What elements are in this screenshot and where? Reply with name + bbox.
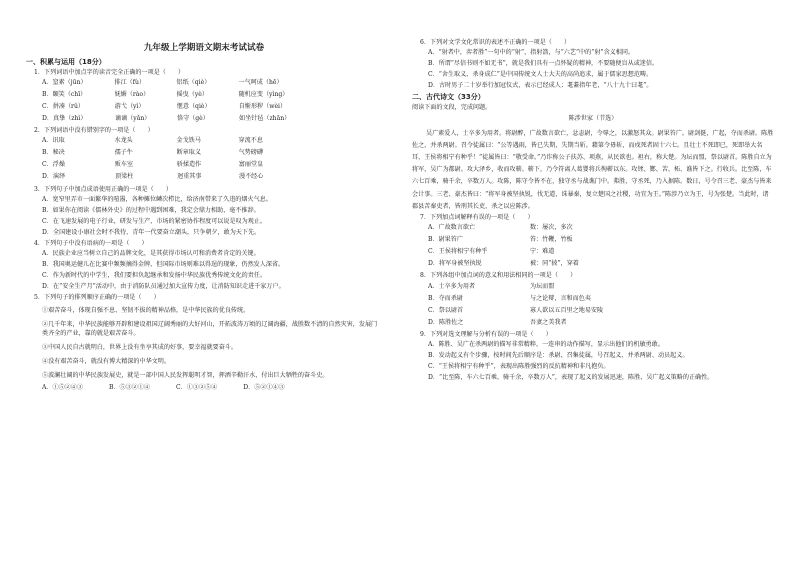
option-word: 顶梁柱 bbox=[114, 173, 134, 181]
option-word: 排江（fù） bbox=[114, 78, 146, 86]
option-letter: D． bbox=[42, 173, 53, 181]
choice-b: B．⑤③②①④ bbox=[108, 384, 151, 392]
option-word: 游弋（yì） bbox=[114, 102, 145, 110]
option-row bbox=[42, 104, 382, 110]
option-pair bbox=[412, 249, 774, 255]
option-left: B．尉果笞广 bbox=[428, 236, 463, 244]
question-stem: 4．下列句子中没有语病的一项是（ ） bbox=[34, 240, 148, 247]
option-word: 迥重其事 bbox=[176, 173, 202, 181]
question-stem: 5．下列句子的排列顺序正确的一项是（ ） bbox=[34, 294, 160, 302]
option-row bbox=[42, 92, 382, 98]
option-letter: B． bbox=[42, 149, 53, 157]
option-pair bbox=[412, 320, 774, 326]
option-row bbox=[42, 162, 382, 168]
option-left: A．士卒多为用者 bbox=[428, 282, 476, 290]
option-word: 水龙头 bbox=[114, 137, 133, 145]
option-pair bbox=[412, 308, 774, 314]
option-right: 为坛而盟 bbox=[530, 282, 555, 290]
option-c: C．“王侯将相宁有种乎”，表现出陈胜强烈的反抗精神和非凡抱负。 bbox=[428, 363, 610, 371]
sentence-line: ②几千年来，中华民族能够开辟和建设祖国辽阔秀丽的大好河山，开拓波涛万顷的辽阔海疆，战胜数不清的自然灾害，发展门类齐全的产业，靠的就是艰苦奋斗。 bbox=[42, 320, 378, 337]
question-stem: 9．下列对选文理解与分析有误的一项是（ ） bbox=[420, 330, 552, 338]
option-a: A．宽窄里弄市一面繁华的喧嚣，各种摊位鳞次栉比，给济南带来了久违的烟火气息。 bbox=[42, 195, 272, 203]
option-word: 摇曳（yè） bbox=[176, 90, 209, 98]
section-heading: 二、古代诗文（33分） bbox=[412, 93, 485, 102]
sentence-line: ③中国人民自古就明白，世界上没有坐享其成的好事，要幸福就要奋斗。 bbox=[42, 343, 237, 351]
right-column bbox=[412, 0, 774, 386]
option-left: D．将军身被坚执锐 bbox=[428, 260, 482, 268]
question-stem: 1．下列词语中加点字的读音完全正确的一项是（ ） bbox=[34, 68, 185, 76]
option-word: 一气呵成（hē） bbox=[238, 78, 283, 86]
sentence-line: ①艰苦奋斗，体现自强不息、坚韧不拔的精神品格，是中华民族的优良传统。 bbox=[42, 306, 250, 314]
option-right: 数：屡次，多次 bbox=[530, 224, 573, 232]
choice-c: C．①③②⑤④ bbox=[176, 384, 218, 392]
option-left: C．王侯将相宁有种乎 bbox=[428, 248, 488, 256]
option-c: C．作为新时代的中学生，我们要担负起继承和发扬中华民族优秀传统文化的责任。 bbox=[42, 272, 267, 280]
option-b: B．如果你在阅读《儒林外史》的过程中遇到困难，我定会鼎力相助，毫不推辞。 bbox=[42, 206, 260, 214]
exam-title: 九年级上学期语文期末考试试卷 bbox=[143, 43, 265, 53]
option-word: 漫不经心 bbox=[238, 173, 264, 181]
option-c: C．“舍生取义、杀身成仁”是中国传统文人士大夫的高尚追求，属于儒家思想范畴。 bbox=[428, 71, 653, 79]
option-d: D．全国建设小康社会时不我待，青年一代要奋立潮头，只争朝夕，敢为天下先。 bbox=[42, 228, 261, 236]
option-right: 笞：竹鞭，竹板 bbox=[530, 236, 573, 244]
option-letter: B． bbox=[42, 90, 53, 98]
option-word: 骄揉造作 bbox=[176, 161, 202, 169]
q1-options bbox=[26, 80, 382, 122]
option-left: D．陈胜佐之 bbox=[428, 318, 464, 326]
option-pair bbox=[412, 284, 774, 290]
q5-choices bbox=[26, 385, 382, 391]
option-word: 真挚（zhì） bbox=[52, 114, 87, 122]
option-d: D．在“安全生产月”活动中，由于消防队员通过加大宣传力度，让消防知识走进千家万户。 bbox=[42, 283, 285, 291]
option-word: 自惭形秽（wèi） bbox=[238, 102, 287, 110]
option-row bbox=[42, 174, 382, 180]
option-word: 谪谪（yǎn） bbox=[114, 114, 151, 122]
option-row bbox=[42, 150, 382, 156]
question-stem: 2．下列词语中没有错别字的一项是（ ） bbox=[34, 127, 154, 135]
option-pair bbox=[412, 225, 774, 231]
option-word: 孺子牛 bbox=[114, 149, 133, 157]
option-word: 拼凑（rǔ） bbox=[52, 102, 84, 110]
option-row bbox=[42, 138, 382, 144]
q7-options bbox=[412, 225, 774, 267]
option-d: D．“比至陈，车六七百乘，骑千余，卒数万人”，表现了起义的发展迅速，陈胜、吴广起义策略的正确性。 bbox=[428, 374, 714, 382]
option-word: 妩媚（rào） bbox=[114, 90, 150, 98]
option-word: 气势磅礴 bbox=[238, 149, 263, 157]
option-word: 演绎 bbox=[52, 173, 66, 181]
option-c: C．在飞速发展的电子行业，研发与生产、市场的紧密协作程度可以说是叹为观止。 bbox=[42, 217, 267, 225]
q2-options bbox=[26, 138, 382, 180]
option-row bbox=[42, 116, 382, 122]
passage-text: 吴广素爱人，士卒多为用者。将尉醉，广故数言欲亡，忿恚尉，令辱之，以激怒其众。尉果笞广。尉剑挺，广起，夺而杀尉。陈胜佐之，并杀两尉。召令徒属曰：“公等遇雨，皆已失期，失期当斩。藉第令毋斩，而戍死者固十六七。且壮士不死即已，死即举大名耳，王侯将相宁有种乎！”徒属皆曰：“敬受命。”乃诈称公子扶苏、项燕，从民欲也。袒右，称大楚。为坛而盟，祭以尉首。陈胜自立为将军，吴广为都尉。攻大泽乡，收而攻蕲。蕲下，乃令符离人葛婴将兵徇蕲以东。攻铚、酂、苦、柘、谯皆下之。行收兵。比至陈，车六七百乘，骑千余，卒数万人。攻陈，陈守令皆不在，独守丞与战谯门中。弗胜，守丞死，乃入据陈。数日，号令召三老、豪杰与皆来会计事。三老、豪杰皆曰：“将军身被坚执锐，伐无道，诛暴秦，复立楚国之社稷，功宜为王。”陈涉乃立为王，号为张楚。当此时，诸郡县苦秦吏者，皆刑其长吏，杀之以应陈涉。 bbox=[412, 129, 774, 210]
option-pair bbox=[412, 261, 774, 267]
option-right: 与之论辩，言和而色夷 bbox=[530, 294, 591, 302]
sentence-line: ⑤波澜壮阔的中华民族发展史，就是一部中国人民发挥聪明才智，挥洒辛勤汗水，付出巨大牺牲的奋斗史。 bbox=[42, 372, 329, 380]
option-letter: A． bbox=[42, 78, 53, 86]
option-b: B．我国奥运健儿在比赛中频频摘得金牌，但国际市场则难以得逞的现象，仍然发人深省。 bbox=[42, 261, 285, 269]
option-word: 贩车室 bbox=[114, 161, 134, 169]
option-word: 秘决 bbox=[52, 149, 65, 157]
option-pair bbox=[412, 237, 774, 243]
option-word: 铝纸（qiè） bbox=[176, 78, 211, 86]
option-letter: C． bbox=[42, 161, 53, 169]
left-column bbox=[26, 0, 382, 396]
option-right: 被：同“披”，穿着 bbox=[530, 260, 579, 268]
section-heading: 一、积累与运用（18分） bbox=[26, 57, 106, 66]
q8-options bbox=[412, 284, 774, 326]
option-word: 窒素（jūn） bbox=[52, 78, 87, 86]
option-pair bbox=[412, 296, 774, 302]
option-letter: D． bbox=[42, 114, 53, 122]
option-word: 富丽堂皇 bbox=[238, 161, 264, 169]
question-stem: 6．下列对文学文化常识的表述不正确的一项是（ ） bbox=[420, 39, 571, 46]
option-b: B．发动起义有个步骤，按时间先后顺序是：杀尉、召集徒属，号召起义、并杀两尉、动员起义。 bbox=[428, 352, 689, 360]
option-d: D．古时男子二十岁举行加冠仪式，表示已经成人；耄耋指年老，“八十九十曰耄”。 bbox=[428, 82, 653, 90]
passage-title: 陈涉世家（节选） bbox=[568, 114, 618, 122]
option-word: 恪守（gè） bbox=[176, 114, 209, 122]
option-b: B．所谓“尽信书则不如无书”，就是我们具有一点怀疑的精神，不要随便盲从或迷信。 bbox=[428, 60, 659, 68]
option-row bbox=[42, 80, 382, 86]
question-stem: 8．下列各组中加点词的意义和用法相同的一项是（ ） bbox=[420, 272, 577, 280]
choice-a: A．①⑤②④③ bbox=[42, 384, 83, 392]
option-word: 浮燥 bbox=[52, 161, 65, 169]
option-right: 寡人欲以五百里之地易安陵 bbox=[530, 306, 604, 314]
option-letter: A． bbox=[42, 137, 53, 145]
option-a: A．民族企业应当树立自己的品牌文化，是其获得市场认可和消费者肯定的关键。 bbox=[42, 250, 260, 258]
option-left: C．祭以尉首 bbox=[428, 306, 464, 314]
option-a: A．陈胜、吴广在杀两尉的描写非常精粹，一连串的动作描写，显示出他们的机敏勇敢。 bbox=[428, 341, 664, 348]
option-left: B．夺而杀尉 bbox=[428, 294, 463, 302]
option-word: 讯取 bbox=[52, 137, 65, 145]
option-right: 宁：难道 bbox=[530, 248, 555, 256]
sentence-line: ④没有艰苦奋斗，就没有博大精深的中华文明。 bbox=[42, 358, 170, 366]
option-word: 金戈铁马 bbox=[176, 137, 201, 145]
option-right: 吾妻之美我者 bbox=[530, 318, 567, 326]
option-word: 断章取义 bbox=[176, 149, 201, 157]
option-word: 颐笑（chī） bbox=[52, 90, 87, 98]
option-word: 惬意（qiè） bbox=[176, 102, 211, 110]
option-letter: C． bbox=[42, 102, 53, 110]
option-a: A．“射者中，弈者胜”一句中的“射”，指射箭，与“六艺”中的“射”含义相同。 bbox=[428, 49, 635, 57]
option-word: 如坐针毡（zhān） bbox=[238, 114, 291, 122]
reading-instruction: 阅读下面的文段，完成问题。 bbox=[412, 104, 492, 112]
question-stem: 7．下列加点词解释有误的一项是（ ） bbox=[420, 213, 534, 221]
question-stem: 3．下列句子中加点成语使用正确的一项是（ ） bbox=[34, 185, 172, 193]
option-word: 随机应变（yìng） bbox=[238, 90, 289, 98]
choice-d: D．⑤②①④③ bbox=[243, 384, 285, 392]
option-word: 穿流不息 bbox=[238, 137, 263, 145]
option-left: A．广故数言欲亡 bbox=[428, 224, 476, 232]
